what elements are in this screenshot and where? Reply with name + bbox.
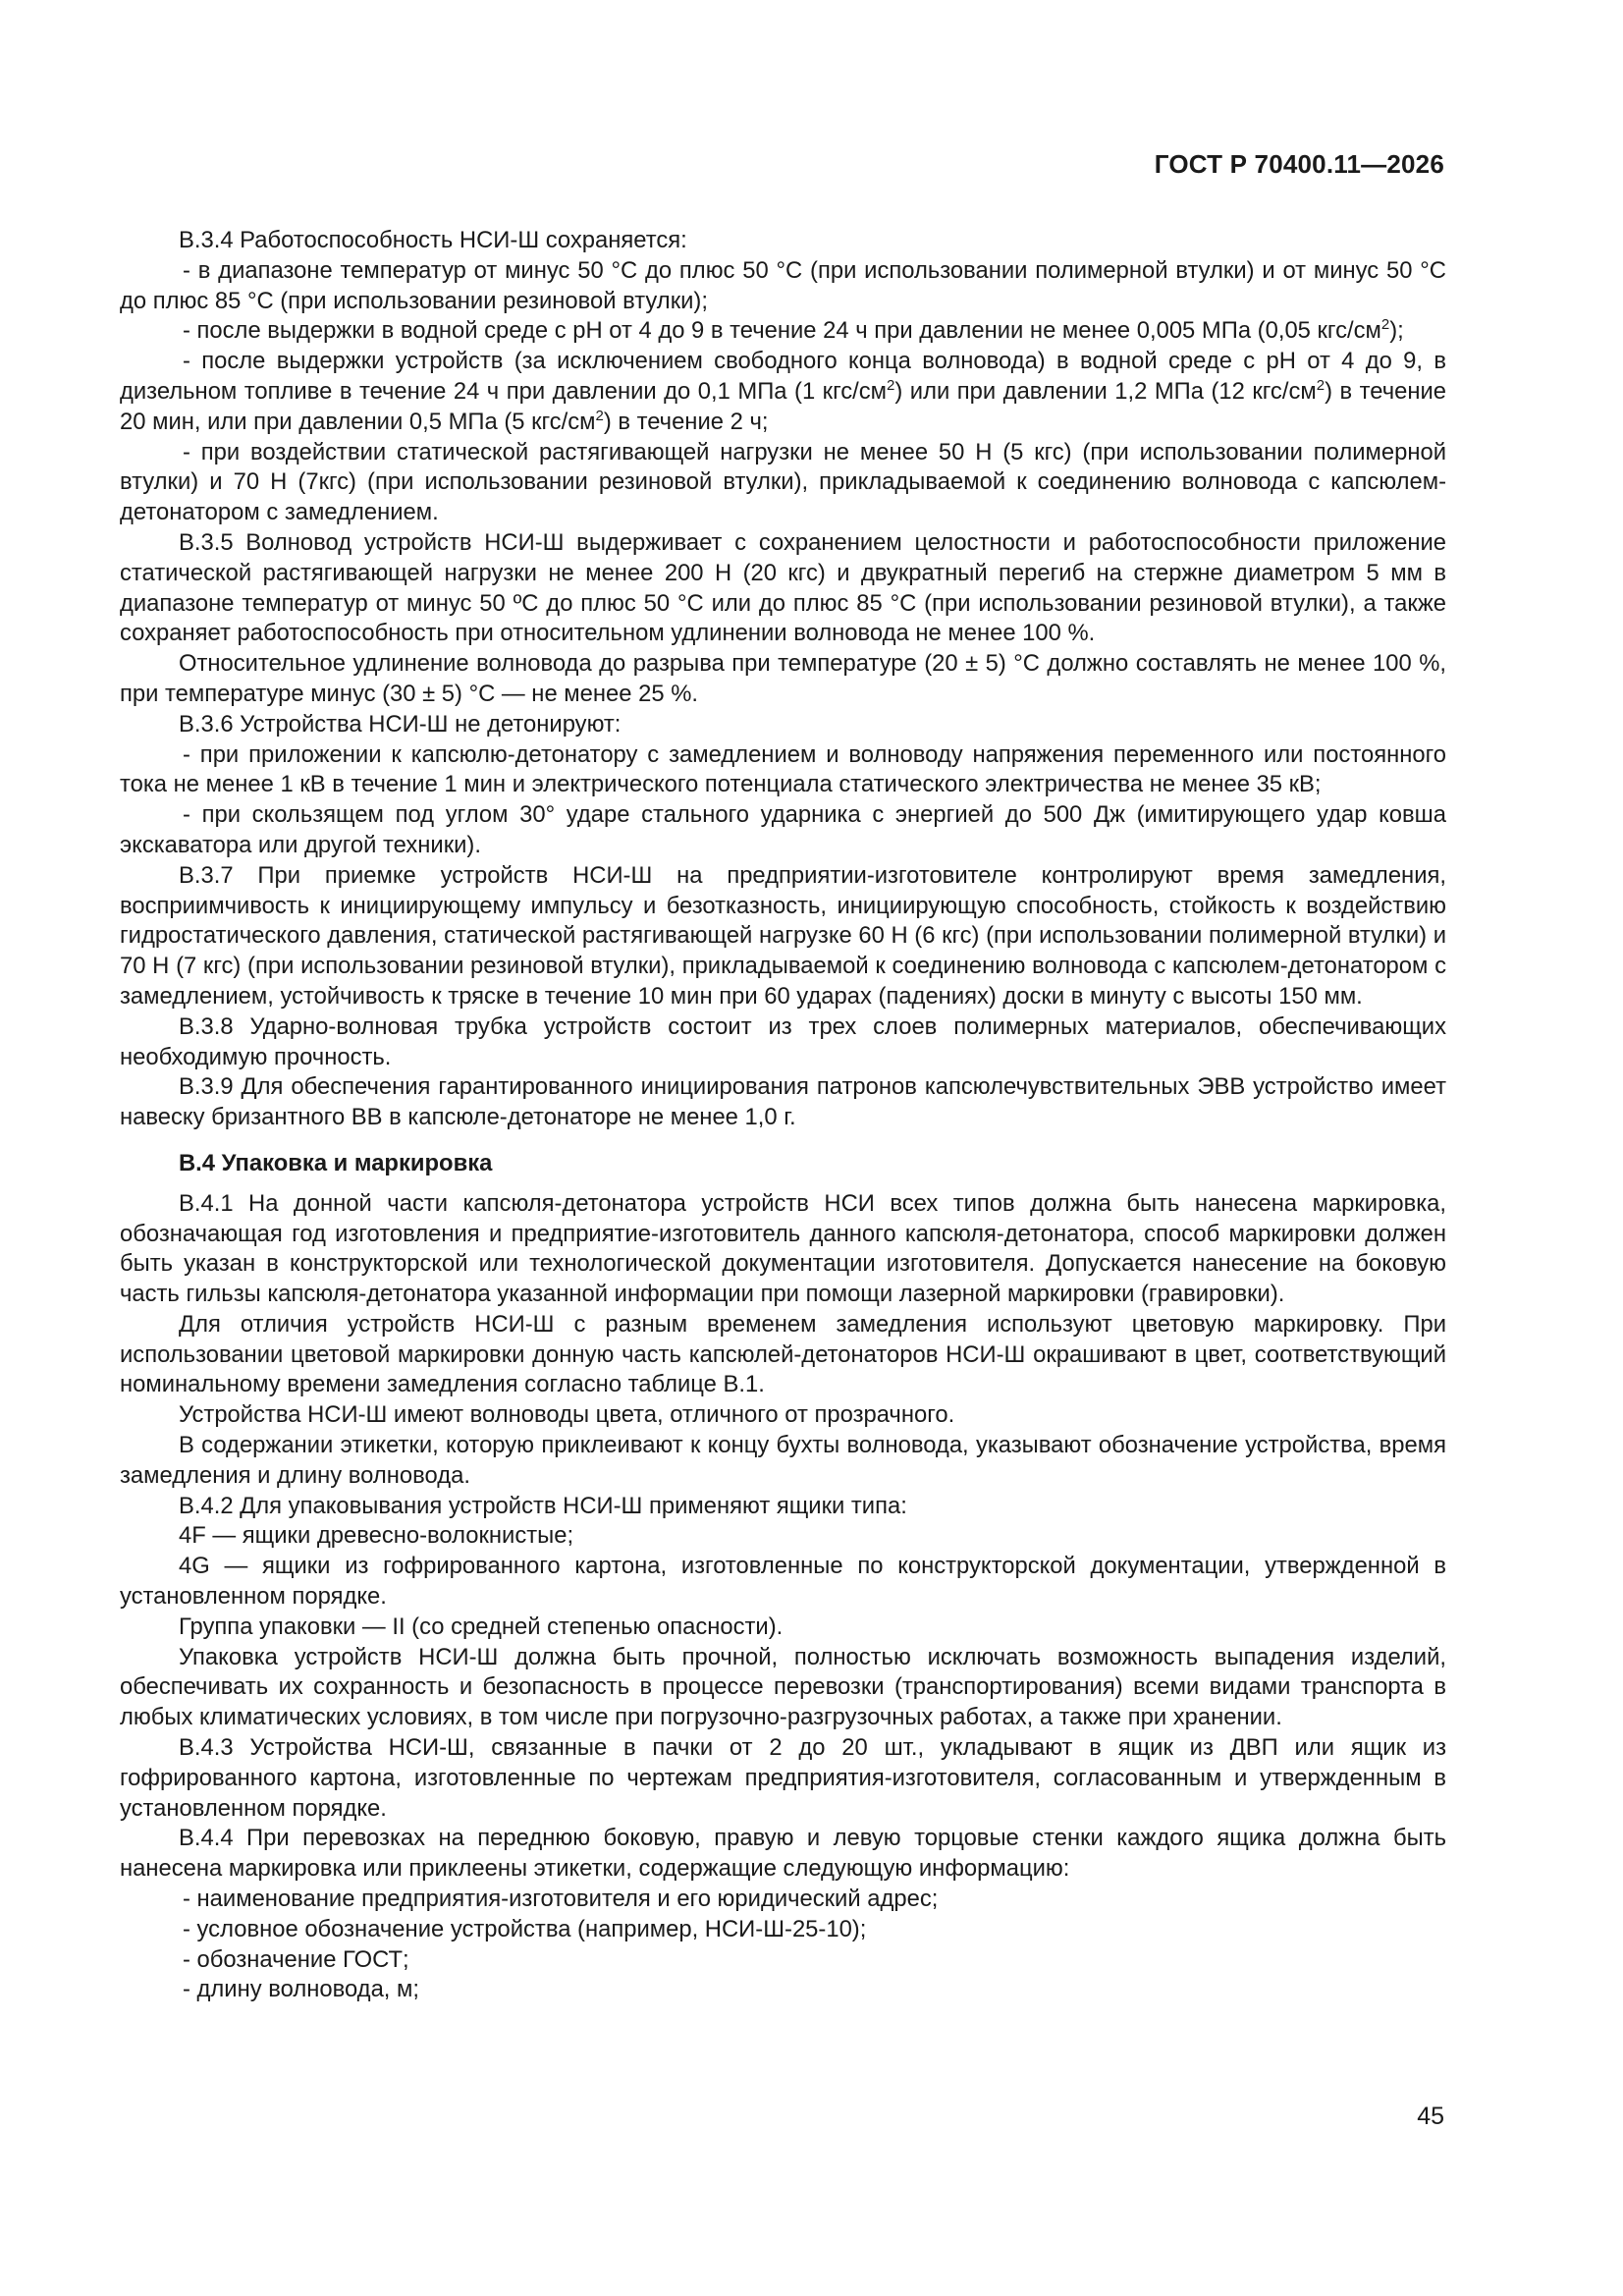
clause-b36-item-2: - при скользящем под углом 30° ударе стального ударника с энергией до 500 Дж (имитирующего удар ковша экскаватора или другой техники). <box>120 801 1446 858</box>
marking-list-item: - длину волновода, м; <box>183 1976 420 2003</box>
color-marking-paragraph: Для отличия устройств НСИ-Ш с разным временем замедления используют цветовую маркировку. При использовании цветовой маркировки донную часть капсюлей-детонаторов НСИ-Ш окрашивают в цвет, соответствующий номинальному времени замедления согласно таблице В.1. <box>120 1310 1446 1398</box>
marking-list-item: - наименование предприятия-изготовителя и его юридический адрес; <box>183 1886 939 1913</box>
clause-b43-paragraph: В.4.3 Устройства НСИ-Ш, связанные в пачки от 2 до 20 шт., укладывают в ящик из ДВП или ящик из гофрированного картона, изготовленные по чертежам предприятия-изготовителя, согласованным и утвержденным в установленном порядке. <box>120 1734 1446 1822</box>
section-b4-heading: В.4 Упаковка и маркировка <box>179 1149 493 1176</box>
label-content-paragraph: В содержании этикетки, которую приклеивают к концу бухты волновода, указывают обозначение устройства, время замедления и длину волновода. <box>120 1432 1446 1489</box>
packaging-requirements-paragraph: Упаковка устройств НСИ-Ш должна быть прочной, полностью исключать возможность выпадения изделий, обеспечивать их сохранность и безопасность в процессе перевозки (транспортирования) всеми видами транспорта в любых климатических условиях, в том числе при погрузочно-разгрузочных работах, а также при хранении. <box>120 1643 1446 1731</box>
clause-b41-paragraph: В.4.1 На донной части капсюля-детонатора устройств НСИ всех типов должна быть нанесена маркировка, обозначающая год изготовления и предприятие-изготовитель данного капсюля-детонатора, способ маркировки должен быть указан в конструкторской или технологической документации изготовителя. Допускается нанесение на боковую часть гильзы капсюля-детонатора указанной информации при помощи лазерной маркировки (гравировки). <box>120 1189 1446 1308</box>
clause-b34-item-2-text: - после выдержки в водной среде с рН от 4 до 9 в течение 24 ч при давлении не менее 0,005 МПа (0,05 кгс/см <box>183 317 1381 345</box>
superscript: 2 <box>1316 376 1325 394</box>
clause-b34-title: В.3.4 Работоспособность НСИ-Ш сохраняется: <box>179 227 687 253</box>
clause-b34-item-4: - при воздействии статической растягивающей нагрузки не менее 50 Н (5 кгс) (при использовании полимерной втулки) и 70 Н (7кгс) (при использовании резиновой втулки), прикладываемой к соединению волновода с капсюлем-детонатором с замедлением. <box>120 438 1446 526</box>
superscript: 2 <box>1380 316 1390 334</box>
clause-b34-item-2 <box>120 316 1446 347</box>
clause-b37: В.3.7 При приемке устройств НСИ-Ш на предприятии-изготовителе контролируют время замедления, восприимчивость к инициирующему импульсу и безотказность, инициирующую способность, стойкость к воздействию гидростатического давления, статической растягивающей нагрузке 60 Н (6 кгс) (при использовании полимерной втулки) и 70 Н (7 кгс) (при использовании резиновой втулки), прикладываемой к соединению волновода с капсюлем-детонатором с замедлением, устойчивость к тряске в течение 10 мин при 60 ударах (падениях) доски в минуту с высоты 150 мм. <box>120 861 1446 1010</box>
box-type-4f: 4F — ящики древесно-волокнистые; <box>179 1522 574 1550</box>
standard-id-header: ГОСТ Р 70400.11—2026 <box>1154 149 1444 179</box>
clause-b34-item-2-end: ); <box>1389 317 1404 345</box>
clause-b35-paragraph-1: В.3.5 Волновод устройств НСИ-Ш выдерживает с сохранением целостности и работоспособности приложение статической растягивающей нагрузки не менее 200 Н (20 кгс) и двукратный перегиб на стержне диаметром 5 мм в диапазоне температур от минус 50 ºС до плюс 50 °С или до плюс 85 °С (при использовании резиновой втулки), а также сохраняет работоспособность при относительном удлинении волновода не менее 100 %. <box>120 528 1446 647</box>
page-number: 45 <box>1417 2103 1444 2130</box>
clause-b34-item-1: - в диапазоне температур от минус 50 °С до плюс 50 °С (при использовании полимерной втулки) и от минус 50 °С до плюс 85 °С (при использовании резиновой втулки); <box>120 256 1446 314</box>
clause-b38: В.3.8 Ударно-волновая трубка устройств состоит из трех слоев полимерных материалов, обеспечивающих необходимую прочность. <box>120 1012 1446 1070</box>
clause-b34-item-3-a: - после выдержки устройств (за исключением свободного конца волновода) в водной среде с рН от 4 до 9, в дизельном топливе в течение 24 ч при давлении до 0,1 МПа (1 кгс/см <box>120 348 1446 405</box>
clause-b34-item-3 <box>120 347 1446 437</box>
waveguide-color-paragraph: Устройства НСИ-Ш имеют волноводы цвета, отличного от прозрачного. <box>179 1401 955 1429</box>
clause-b34-item-3-b: ) или при давлении 1,2 МПа (12 кгс/см <box>894 377 1317 405</box>
document-body <box>120 226 1446 2005</box>
packing-group-paragraph: Группа упаковки — II (со средней степенью опасности). <box>179 1613 784 1640</box>
clause-b36-title: В.3.6 Устройства НСИ-Ш не детонируют: <box>179 710 622 738</box>
clause-b39: В.3.9 Для обеспечения гарантированного инициирования патронов капсюлечувствительных ЭВВ устройство имеет навеску бризантного ВВ в капсюле-детонаторе не менее 1,0 г. <box>120 1073 1446 1131</box>
box-type-4g: 4G — ящики из гофрированного картона, изготовленные по конструкторской документации, утвержденной в установленном порядке. <box>120 1553 1446 1611</box>
clause-b35-paragraph-2: Относительное удлинение волновода до разрыва при температуре (20 ± 5) °С должно составлять не менее 100 %, при температуре минус (30 ± 5) °С — не менее 25 %. <box>120 650 1446 707</box>
clause-b42-paragraph: В.4.2 Для упаковывания устройств НСИ-Ш применяют ящики типа: <box>179 1492 907 1519</box>
clause-b44-paragraph: В.4.4 При перевозках на переднюю боковую, правую и левую торцовые стенки каждого ящика должна быть нанесена маркировка или приклеены этикетки, содержащие следующую информацию: <box>120 1825 1446 1883</box>
marking-list-item: - условное обозначение устройства (например, НСИ-Ш-25-10); <box>183 1915 867 1942</box>
superscript: 2 <box>595 407 604 424</box>
marking-list-item: - обозначение ГОСТ; <box>183 1945 409 1973</box>
superscript: 2 <box>887 376 895 394</box>
clause-b36-item-1: - при приложении к капсюлю-детонатору с замедлением и волноводу напряжения переменного или постоянного тока не менее 1 кВ в течение 1 мин и электрического потенциала статического электричества не менее 35 кВ; <box>120 740 1446 798</box>
clause-b34-item-3-d: ) в течение 2 ч; <box>603 408 769 435</box>
clause-b34-item-3-c: ) в течение 20 мин, или при давлении 0,5 МПа (5 кгс/см <box>120 377 1447 435</box>
